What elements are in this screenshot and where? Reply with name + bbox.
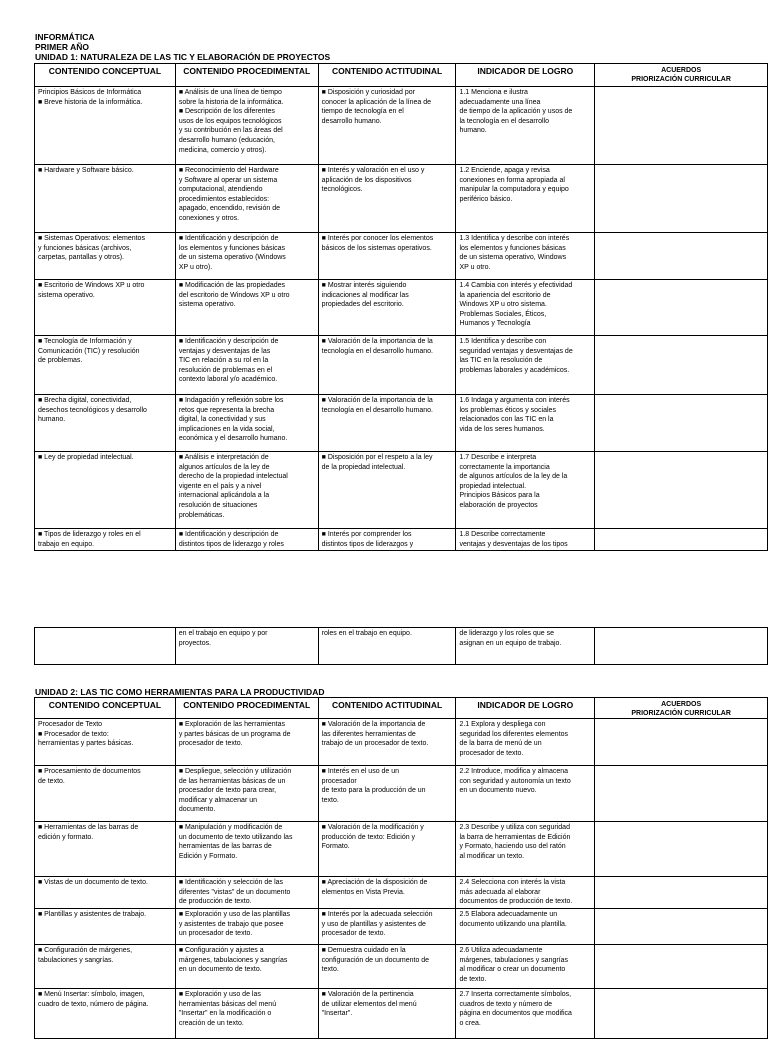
cell-acuerdos	[595, 909, 768, 945]
cell-indicador: 2.6 Utiliza adecuadamente márgenes, tabulaciones y sangrías al modificar o crear un documento de texto.	[456, 945, 595, 989]
cell-conceptual: ■ Menú Insertar: símbolo, imagen, cuadro de texto, número de página.	[35, 989, 176, 1039]
cell-procedimental: ■ Indagación y reflexión sobre los retos que representa la brecha digital, la conectividad y sus implicaciones en la vida social, económica y el desarrollo humano.	[175, 395, 318, 452]
cell-conceptual: ■ Procesamiento de documentos de texto.	[35, 766, 176, 822]
cell-indicador: 1.3 Identifica y describe con interés los elementos y funciones básicas de un sistema operativo, Windows XP u otro.	[456, 233, 595, 280]
cell-actitudinal: ■ Interés en el uso de un procesador de texto para la producción de un texto.	[318, 766, 456, 822]
cell-indicador: 1.8 Describe correctamente ventajas y desventajas de los tipos	[456, 529, 595, 551]
cell-actitudinal: ■ Valoración de la modificación y producción de texto: Edición y Formato.	[318, 822, 456, 877]
cell-actitudinal: ■ Apreciación de la disposición de elementos en Vista Previa.	[318, 877, 456, 909]
cell-actitudinal: ■ Interés por comprender los distintos tipos de liderazgos y	[318, 529, 456, 551]
cell-procedimental: ■ Análisis de una línea de tiempo sobre la historia de la informática. ■ Descripción de los diferentes usos de los equipos tecnológicos y su contribución en las áreas del desarrollo humano (educación, medicina, comercio y otros).	[175, 87, 318, 165]
table-row	[35, 395, 768, 452]
cell-indicador: 1.7 Describe e interpreta correctamente la importancia de algunos artículos de la ley de la propiedad intelectual. Principios Básicos para la elaboración de proyectos	[456, 452, 595, 529]
cell-conceptual: ■ Escritorio de Windows XP u otro sistema operativo.	[35, 280, 176, 336]
col-procedimental-header: CONTENIDO PROCEDIMENTAL	[175, 64, 318, 87]
cell-acuerdos	[595, 165, 768, 233]
cell-indicador: 2.7 Inserta correctamente símbolos, cuadros de texto y número de página en documentos que modifica o crea.	[456, 989, 595, 1039]
table-row	[35, 945, 768, 989]
year-title: PRIMER AÑO	[35, 42, 89, 52]
cell-actitudinal: ■ Disposición y curiosidad por conocer la aplicación de la línea de tiempo de tecnología en el desarrollo humano.	[318, 87, 456, 165]
cell-acuerdos	[595, 336, 768, 395]
cell-actitudinal: ■ Valoración de la importancia de la tecnología en el desarrollo humano.	[318, 336, 456, 395]
cell-indicador: 2.4 Selecciona con interés la vista más adecuada al elaborar documentos de producción de texto.	[456, 877, 595, 909]
cell-acuerdos	[595, 529, 768, 551]
cell-conceptual: ■ Ley de propiedad intelectual.	[35, 452, 176, 529]
cell-procedimental: ■ Identificación y descripción de los elementos y funciones básicas de un sistema operativo (Windows XP u otro).	[175, 233, 318, 280]
cell-procedimental: ■ Identificación y descripción de ventajas y desventajas de las TIC en relación a su rol en la resolución de problemas en el contexto laboral y/o académico.	[175, 336, 318, 395]
cell-conceptual: ■ Tipos de liderazgo y roles en el trabajo en equipo.	[35, 529, 176, 551]
cell-actitudinal: ■ Mostrar interés siguiendo indicaciones al modificar las propiedades del escritorio.	[318, 280, 456, 336]
cell-indicador: 1.2 Enciende, apaga y revisa conexiones en forma apropiada al manipular la computadora y equipo periférico básico.	[456, 165, 595, 233]
col-actitudinal-header: CONTENIDO ACTITUDINAL	[318, 698, 456, 719]
table-row	[35, 989, 768, 1039]
cell-conceptual: ■ Herramientas de las barras de edición y formato.	[35, 822, 176, 877]
cell-actitudinal: ■ Disposición por el respeto a la ley de la propiedad intelectual.	[318, 452, 456, 529]
cell-actitudinal: ■ Valoración de la importancia de las diferentes herramientas de trabajo de un procesador de texto.	[318, 719, 456, 766]
unit1-header-row	[35, 64, 768, 87]
table-row	[35, 233, 768, 280]
cell-actitudinal: ■ Valoración de la pertinencia de utilizar elementos del menú "Insertar".	[318, 989, 456, 1039]
unit2-table	[34, 697, 768, 1039]
cell-procedimental: ■ Identificación y descripción de distintos tipos de liderazgo y roles	[175, 529, 318, 551]
unit2-title: UNIDAD 2: LAS TIC COMO HERRAMIENTAS PARA LA PRODUCTIVIDAD	[35, 687, 325, 697]
cell-conceptual: ■ Sistemas Operativos: elementos y funciones básicas (archivos, carpetas, pantallas y otros).	[35, 233, 176, 280]
table-row	[35, 719, 768, 766]
table-row	[35, 280, 768, 336]
cell-conceptual: Procesador de Texto ■ Procesador de texto: herramientas y partes básicas.	[35, 719, 176, 766]
cell-acuerdos	[595, 719, 768, 766]
cell-indicador: 1.1 Menciona e ilustra adecuadamente una línea de tiempo de la aplicación y usos de la tecnología en el desarrollo humano.	[456, 87, 595, 165]
unit2-header-row	[35, 698, 768, 719]
cell-indicador: 1.4 Cambia con interés y efectividad la apariencia del escritorio de Windows XP u otro sistema. Problemas Sociales, Éticos, Humanos y Tecnología	[456, 280, 595, 336]
cell-conceptual: ■ Plantillas y asistentes de trabajo.	[35, 909, 176, 945]
cell-acuerdos	[595, 280, 768, 336]
cell-acuerdos	[595, 395, 768, 452]
cell-indicador: 1.5 Identifica y describe con seguridad ventajas y desventajas de las TIC en la resolución de problemas laborales y académicos.	[456, 336, 595, 395]
cell-acuerdos	[595, 945, 768, 989]
cell-procedimental: ■ Configuración y ajustes a márgenes, tabulaciones y sangrías en un documento de texto.	[175, 945, 318, 989]
cell-actitudinal: ■ Interés y valoración en el uso y aplicación de los dispositivos tecnológicos.	[318, 165, 456, 233]
cell-indicador: de liderazgo y los roles que se asignan en un equipo de trabajo.	[456, 628, 595, 665]
unit1-continuation-table	[34, 627, 768, 665]
cell-indicador: 2.5 Elabora adecuadamente un documento utilizando una plantilla.	[456, 909, 595, 945]
col-acuerdos-header: ACUERDOS PRIORIZACIÓN CURRICULAR	[595, 698, 768, 719]
cell-indicador: 2.2 Introduce, modifica y almacena con seguridad y autonomía un texto en un documento nuevo.	[456, 766, 595, 822]
cell-indicador: 2.3 Describe y utiliza con seguridad la barra de herramientas de Edición y Formato, haciendo uso del ratón al modificar un texto.	[456, 822, 595, 877]
col-conceptual-header: CONTENIDO CONCEPTUAL	[35, 64, 176, 87]
cell-procedimental: ■ Reconocimiento del Hardware y Software al operar un sistema computacional, atendiendo procedimientos establecidos: apagado, encendido, revisión de conexiones y otros.	[175, 165, 318, 233]
cell-procedimental: ■ Análisis e interpretación de algunos artículos de la ley de derecho de la propiedad intelectual vigente en el país y a nivel internacional aplicándola a la resolución de situaciones problemáticas.	[175, 452, 318, 529]
cell-procedimental: ■ Modificación de las propiedades del escritorio de Windows XP u otro sistema operativo.	[175, 280, 318, 336]
cell-actitudinal: ■ Demuestra cuidado en la configuración de un documento de texto.	[318, 945, 456, 989]
col-actitudinal-header: CONTENIDO ACTITUDINAL	[318, 64, 456, 87]
cell-procedimental: ■ Exploración de las herramientas y partes básicas de un programa de procesador de texto.	[175, 719, 318, 766]
cell-acuerdos	[595, 822, 768, 877]
col-procedimental-header: CONTENIDO PROCEDIMENTAL	[175, 698, 318, 719]
table-row	[35, 766, 768, 822]
cell-procedimental: ■ Manipulación y modificación de un documento de texto utilizando las herramientas de las barras de Edición y Formato.	[175, 822, 318, 877]
unit1-title: UNIDAD 1: NATURALEZA DE LAS TIC Y ELABORACIÓN DE PROYECTOS	[35, 52, 331, 62]
cell-procedimental: ■ Identificación y selección de las diferentes "vistas" de un documento de producción de texto.	[175, 877, 318, 909]
table-row	[35, 628, 768, 665]
cell-acuerdos	[595, 877, 768, 909]
cell-conceptual: ■ Vistas de un documento de texto.	[35, 877, 176, 909]
cell-indicador: 1.6 Indaga y argumenta con interés los problemas éticos y sociales relacionados con las TIC en la vida de los seres humanos.	[456, 395, 595, 452]
cell-actitudinal: ■ Interés por conocer los elementos básicos de los sistemas operativos.	[318, 233, 456, 280]
table-row	[35, 336, 768, 395]
cell-actitudinal: ■ Interés por la adecuada selección y uso de plantillas y asistentes de procesador de texto.	[318, 909, 456, 945]
cell-acuerdos	[595, 452, 768, 529]
table-row	[35, 529, 768, 551]
cell-procedimental: ■ Despliegue, selección y utilización de las herramientas básicas de un procesador de texto para crear, modificar y almacenar un documento.	[175, 766, 318, 822]
cell-procedimental: ■ Exploración y uso de las plantillas y asistentes de trabajo que posee un procesador de texto.	[175, 909, 318, 945]
table-row	[35, 452, 768, 529]
cell-conceptual	[35, 628, 176, 665]
cell-conceptual: ■ Tecnología de Información y Comunicación (TIC) y resolución de problemas.	[35, 336, 176, 395]
table-row	[35, 165, 768, 233]
table-row	[35, 87, 768, 165]
cell-procedimental: en el trabajo en equipo y por proyectos.	[175, 628, 318, 665]
cell-conceptual: Principios Básicos de Informática ■ Breve historia de la informática.	[35, 87, 176, 165]
col-acuerdos-header: ACUERDOS PRIORIZACIÓN CURRICULAR	[595, 64, 768, 87]
cell-conceptual: ■ Configuración de márgenes, tabulaciones y sangrías.	[35, 945, 176, 989]
cell-procedimental: ■ Exploración y uso de las herramientas básicas del menú "Insertar" en la modificación o creación de un texto.	[175, 989, 318, 1039]
cell-actitudinal: ■ Valoración de la importancia de la tecnología en el desarrollo humano.	[318, 395, 456, 452]
cell-acuerdos	[595, 989, 768, 1039]
cell-conceptual: ■ Hardware y Software básico.	[35, 165, 176, 233]
cell-acuerdos	[595, 628, 768, 665]
cell-actitudinal: roles en el trabajo en equipo.	[318, 628, 456, 665]
unit1-table	[34, 63, 768, 551]
cell-acuerdos	[595, 766, 768, 822]
col-indicador-header: INDICADOR DE LOGRO	[456, 698, 595, 719]
col-indicador-header: INDICADOR DE LOGRO	[456, 64, 595, 87]
cell-acuerdos	[595, 233, 768, 280]
subject-title: INFORMÁTICA	[35, 32, 95, 42]
cell-conceptual: ■ Brecha digital, conectividad, desechos tecnológicos y desarrollo humano.	[35, 395, 176, 452]
cell-acuerdos	[595, 87, 768, 165]
table-row	[35, 909, 768, 945]
col-conceptual-header: CONTENIDO CONCEPTUAL	[35, 698, 176, 719]
table-row	[35, 822, 768, 877]
table-row	[35, 877, 768, 909]
cell-indicador: 2.1 Explora y despliega con seguridad los diferentes elementos de la barra de menú de un procesador de texto.	[456, 719, 595, 766]
